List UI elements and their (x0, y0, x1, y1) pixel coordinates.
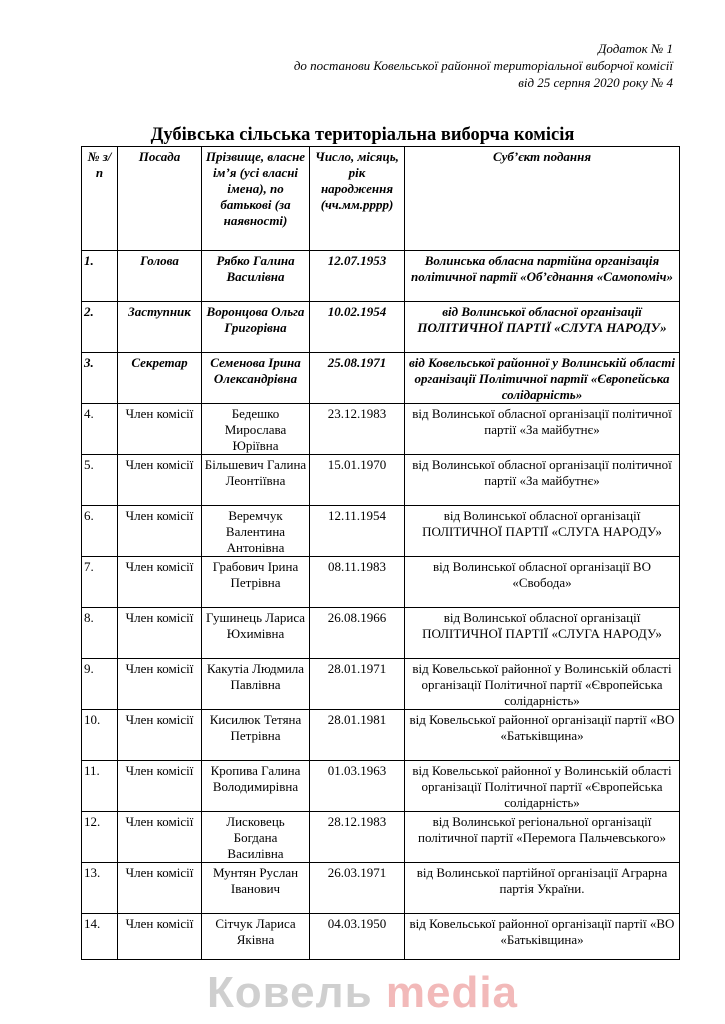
row-position: Член комісії (118, 659, 202, 710)
row-name: Мунтян Руслан Іванович (202, 863, 310, 914)
row-name: Веремчук Валентина Антонівна (202, 506, 310, 557)
row-number: 6. (82, 506, 118, 557)
row-subject: від Ковельської районної у Волинській області організації Політичної партії «Європейська солідарність» (405, 353, 680, 404)
row-number: 4. (82, 404, 118, 455)
row-number: 10. (82, 710, 118, 761)
row-name: Сітчук Лариса Яківна (202, 914, 310, 960)
column-header-position: Посада (118, 147, 202, 251)
row-position: Член комісії (118, 455, 202, 506)
column-header-number: № з/п (82, 147, 118, 251)
row-number: 1. (82, 251, 118, 302)
commission-members-table (81, 146, 680, 960)
table-row (82, 863, 680, 914)
row-birth-date: 28.12.1983 (310, 812, 405, 863)
row-subject: від Волинської обласної організації ПОЛІТИЧНОЇ ПАРТІЇ «СЛУГА НАРОДУ» (405, 302, 680, 353)
row-subject: від Ковельської районної організації партії «ВО «Батьківщина» (405, 710, 680, 761)
row-number: 2. (82, 302, 118, 353)
row-position: Член комісії (118, 863, 202, 914)
row-subject: від Ковельської районної організації партії «ВО «Батьківщина» (405, 914, 680, 960)
row-number: 14. (82, 914, 118, 960)
row-number: 9. (82, 659, 118, 710)
resolution-date: від 25 серпня 2020 року № 4 (518, 75, 673, 90)
row-position: Член комісії (118, 761, 202, 812)
column-header-birth-date: Число, місяць, рік народження (чч.мм.рррр) (310, 147, 405, 251)
watermark-part-1: Ковель (206, 968, 386, 1017)
table-row (82, 302, 680, 353)
table-row (82, 404, 680, 455)
row-birth-date: 28.01.1971 (310, 659, 405, 710)
row-position: Член комісії (118, 404, 202, 455)
row-number: 13. (82, 863, 118, 914)
row-name: Грабович Ірина Петрівна (202, 557, 310, 608)
row-name: Какутіа Людмила Павлівна (202, 659, 310, 710)
row-subject: від Волинської партійної організації Аграрна партія України. (405, 863, 680, 914)
row-subject: від Ковельської районної у Волинській області організації Політичної партії «Європейська солідарність» (405, 659, 680, 710)
table-row (82, 557, 680, 608)
table-row (82, 761, 680, 812)
table-header-row (82, 147, 680, 251)
row-birth-date: 26.08.1966 (310, 608, 405, 659)
row-birth-date: 12.11.1954 (310, 506, 405, 557)
row-number: 5. (82, 455, 118, 506)
row-number: 11. (82, 761, 118, 812)
column-header-subject: Суб’єкт подання (405, 147, 680, 251)
row-subject: від Волинської регіональної організації політичної партії «Перемога Пальчевського» (405, 812, 680, 863)
table-row (82, 251, 680, 302)
row-birth-date: 25.08.1971 (310, 353, 405, 404)
document-header (294, 40, 673, 91)
table-row (82, 659, 680, 710)
table-row (82, 710, 680, 761)
row-birth-date: 10.02.1954 (310, 302, 405, 353)
column-header-name: Прізвище, власне ім’я (усі власні імена), по батькові (за наявності) (202, 147, 310, 251)
row-subject: від Волинської обласної організації політичної партії «За майбутнє» (405, 455, 680, 506)
row-birth-date: 12.07.1953 (310, 251, 405, 302)
table-row (82, 455, 680, 506)
row-position: Член комісії (118, 608, 202, 659)
row-number: 8. (82, 608, 118, 659)
row-position: Заступник (118, 302, 202, 353)
appendix-number: Додаток № 1 (598, 41, 673, 56)
row-position: Член комісії (118, 506, 202, 557)
row-subject: від Ковельської районної у Волинській області організації Політичної партії «Європейська солідарність» (405, 761, 680, 812)
row-subject: від Волинської обласної організації ВО «Свобода» (405, 557, 680, 608)
row-birth-date: 01.03.1963 (310, 761, 405, 812)
row-position: Голова (118, 251, 202, 302)
row-birth-date: 28.01.1981 (310, 710, 405, 761)
watermark-part-2: media (385, 968, 519, 1017)
row-subject: від Волинської обласної організації ПОЛІТИЧНОЇ ПАРТІЇ «СЛУГА НАРОДУ» (405, 608, 680, 659)
row-subject: від Волинської обласної організації ПОЛІТИЧНОЇ ПАРТІЇ «СЛУГА НАРОДУ» (405, 506, 680, 557)
row-birth-date: 15.01.1970 (310, 455, 405, 506)
row-position: Член комісії (118, 557, 202, 608)
row-subject: Волинська обласна партійна організація політичної партії «Об’єднання «Самопоміч» (405, 251, 680, 302)
row-name: Більшевич Галина Леонтіївна (202, 455, 310, 506)
row-name: Гушинець Лариса Юхимівна (202, 608, 310, 659)
row-birth-date: 26.03.1971 (310, 863, 405, 914)
row-name: Бедешко Мирослава Юріївна (202, 404, 310, 455)
row-subject: від Волинської обласної організації політичної партії «За майбутнє» (405, 404, 680, 455)
table-row (82, 353, 680, 404)
row-name: Семенова Ірина Олександрівна (202, 353, 310, 404)
row-position: Член комісії (118, 914, 202, 960)
table-body (82, 251, 680, 960)
row-number: 12. (82, 812, 118, 863)
table-row (82, 812, 680, 863)
row-position: Секретар (118, 353, 202, 404)
row-name: Воронцова Ольга Григорівна (202, 302, 310, 353)
row-position: Член комісії (118, 710, 202, 761)
row-name: Рябко Галина Василівна (202, 251, 310, 302)
row-position: Член комісії (118, 812, 202, 863)
watermark-logo (0, 968, 725, 1018)
row-number: 7. (82, 557, 118, 608)
row-birth-date: 04.03.1950 (310, 914, 405, 960)
table-row (82, 608, 680, 659)
row-name: Кисилюк Тетяна Петрівна (202, 710, 310, 761)
row-name: Кропива Галина Володимирівна (202, 761, 310, 812)
row-birth-date: 23.12.1983 (310, 404, 405, 455)
row-number: 3. (82, 353, 118, 404)
table-row (82, 506, 680, 557)
table-row (82, 914, 680, 960)
row-name: Лисковець Богдана Василівна (202, 812, 310, 863)
resolution-reference: до постанови Ковельської районної територіальної виборчої комісії (293, 58, 673, 73)
row-birth-date: 08.11.1983 (310, 557, 405, 608)
document-title: Дубівська сільська територіальна виборча комісія (150, 125, 575, 145)
